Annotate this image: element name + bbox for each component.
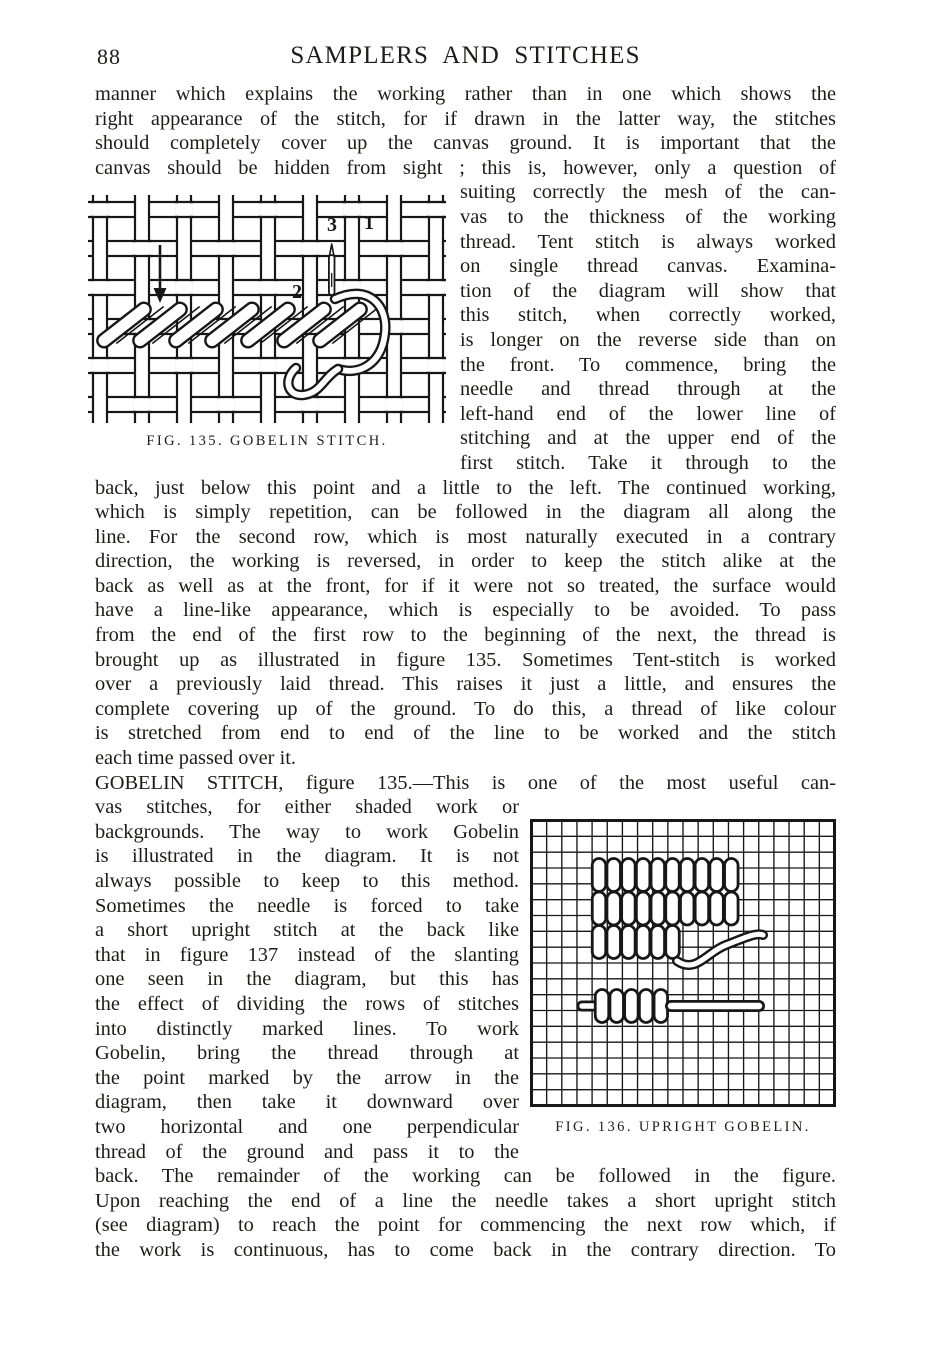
text-line: back as well as at the front, for if it were not so treated, the surface would bbox=[95, 574, 836, 597]
page-header bbox=[95, 40, 836, 74]
text-line: stitching and at the upper end of the bbox=[460, 427, 836, 450]
text-line: manner which explains the working rather than in one which shows the bbox=[95, 83, 836, 105]
tent-right-column bbox=[460, 180, 836, 475]
text-line: complete covering up of the ground. To do this, a thread of like colour bbox=[95, 697, 836, 720]
text-line: vas stitches, for either shaded work or bbox=[95, 796, 519, 819]
svg-text:1: 1 bbox=[364, 212, 374, 235]
text-line: tion of the diagram will show that bbox=[460, 279, 836, 302]
text-line: Gobelin, bring the thread through at bbox=[95, 1042, 519, 1065]
text-line: this stitch, when correctly worked, bbox=[460, 304, 836, 327]
figure-135-caption: FIG. 135. GOBELIN STITCH. bbox=[146, 433, 388, 450]
text-line: a short upright stitch at the back like bbox=[95, 919, 519, 942]
text-line: diagram, then take it downward over bbox=[95, 1091, 519, 1114]
text-line: the effect of dividing the rows of stitches bbox=[95, 992, 519, 1015]
text-line: right appearance of the stitch, for if drawn in the latter way, the stitches bbox=[95, 107, 836, 130]
text-line: Upon reaching the end of a line the needle takes a short upright stitch bbox=[95, 1189, 836, 1212]
svg-text:3: 3 bbox=[327, 214, 337, 237]
text-line: vas to the thickness of the working bbox=[460, 205, 836, 228]
text-line: needle and thread through at the bbox=[460, 378, 836, 401]
text-line: brought up as illustrated in figure 135. Sometimes Tent-stitch is worked bbox=[95, 648, 836, 671]
text-line: thread of the ground and pass it to the bbox=[95, 1140, 519, 1163]
svg-text:2: 2 bbox=[292, 281, 302, 304]
text-line: line. For the second row, which is most naturally executed in a contrary bbox=[95, 525, 836, 548]
text-line: which is simply repetition, can be followed in the diagram all along the bbox=[95, 501, 836, 524]
text-line: from the end of the first row to the beginning of the next, the thread is bbox=[95, 624, 836, 647]
gobelin-left-column bbox=[95, 795, 519, 1164]
text-line: one seen in the diagram, but this has bbox=[95, 968, 519, 991]
text-line: direction, the working is reversed, in order to keep the stitch alike at the bbox=[95, 550, 836, 573]
text-line: canvas should be hidden from sight ; this is, however, only a question of bbox=[95, 156, 836, 179]
text-line: the front. To commence, bring the bbox=[460, 353, 836, 376]
figure-135-gobelin-stitch-illustration bbox=[88, 195, 446, 423]
text-line: GOBELIN STITCH, figure 135.—This is one of the most useful can- bbox=[95, 771, 836, 794]
tent-figure-row bbox=[95, 180, 836, 475]
text-line: should completely cover up the canvas ground. It is important that the bbox=[95, 132, 836, 155]
text-line: that in figure 137 instead of the slanting bbox=[95, 943, 519, 966]
text-line: over a previously laid thread. This raises it just a little, and ensures the bbox=[95, 673, 836, 696]
text-line: is longer on the reverse side than on bbox=[460, 328, 836, 351]
text-line: thread. Tent stitch is always worked bbox=[460, 230, 836, 253]
text-line: back, just below this point and a little to the left. The continued working, bbox=[95, 476, 836, 499]
text-line: is illustrated in the diagram. It is not bbox=[95, 845, 519, 868]
figure-136-upright-gobelin-illustration bbox=[530, 819, 836, 1107]
text-line: Sometimes the needle is forced to take bbox=[95, 894, 519, 917]
page-number: 88 bbox=[97, 44, 121, 69]
figure-136-caption: FIG. 136. UPRIGHT GOBELIN. bbox=[555, 1119, 811, 1136]
paragraph-gobelin-continued bbox=[95, 1164, 836, 1262]
text-line: back. The remainder of the working can be followed in the figure. bbox=[95, 1165, 836, 1188]
text-line: each time passed over it. bbox=[95, 747, 296, 770]
text-line: (see diagram) to reach the point for commencing the next row which, if bbox=[95, 1214, 836, 1237]
text-line: two horizontal and one perpendicular bbox=[95, 1115, 519, 1138]
paragraph-tent-intro bbox=[95, 82, 836, 180]
text-line: the point marked by the arrow in the bbox=[95, 1066, 519, 1089]
text-line: the work is continuous, has to come back in the contrary direction. To bbox=[95, 1238, 836, 1261]
figure-136-block bbox=[530, 819, 836, 1136]
text-line: backgrounds. The way to work Gobelin bbox=[95, 820, 519, 843]
text-line: into distinctly marked lines. To work bbox=[95, 1017, 519, 1040]
text-line: have a line-like appearance, which is especially to be avoided. To pass bbox=[95, 599, 836, 622]
gobelin-heading-line bbox=[95, 771, 836, 796]
text-line: on single thread canvas. Examina- bbox=[460, 255, 836, 278]
text-line: first stitch. Take it through to the bbox=[460, 451, 836, 474]
figure-135-block bbox=[88, 195, 446, 450]
text-line: always possible to keep to this method. bbox=[95, 870, 519, 892]
paragraph-tent-continued bbox=[95, 476, 836, 771]
page-title: SAMPLERS AND STITCHES bbox=[290, 42, 641, 69]
text-line: suiting correctly the mesh of the can- bbox=[460, 181, 836, 204]
gobelin-figure-row bbox=[95, 795, 836, 1164]
text-line: left-hand end of the lower line of bbox=[460, 402, 836, 425]
text-line: is stretched from end to end of the line to be worked and the stitch bbox=[95, 722, 836, 745]
